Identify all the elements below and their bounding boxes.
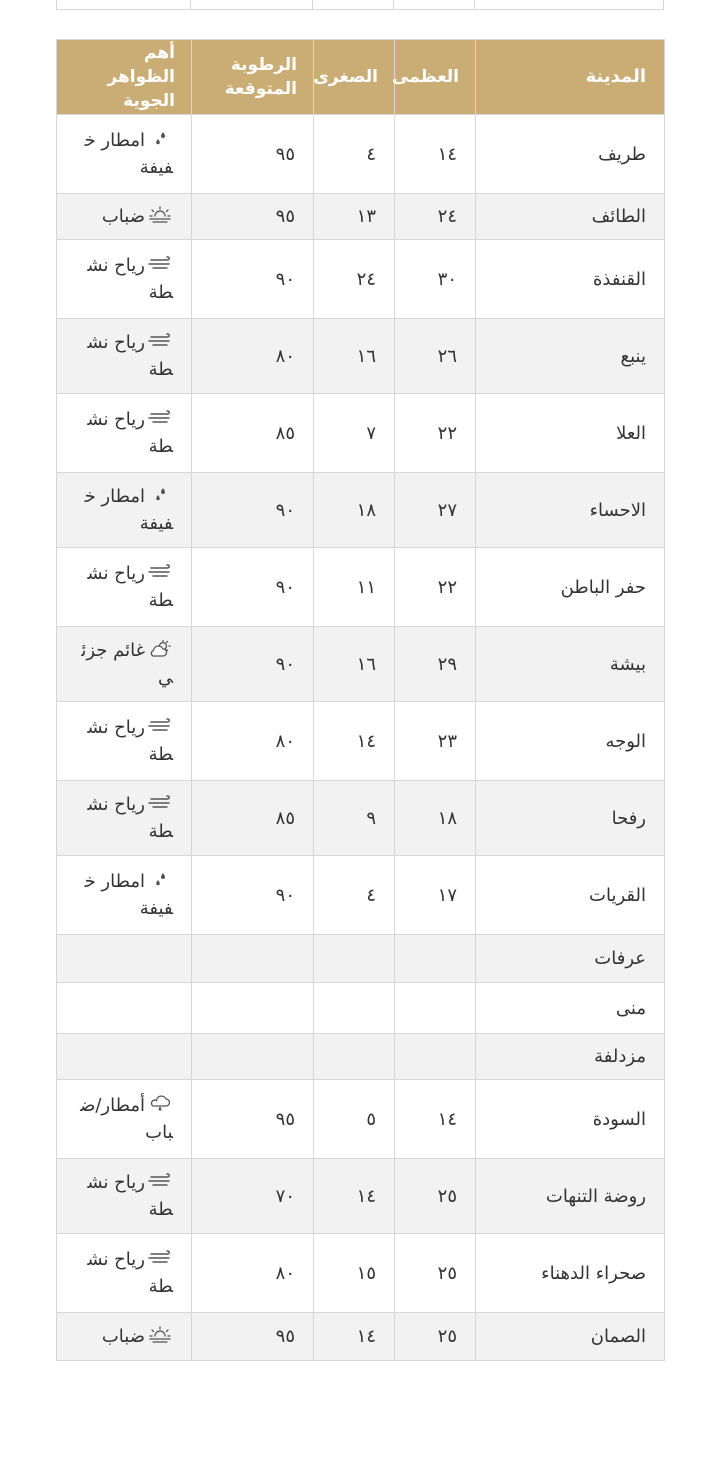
table-row (57, 935, 665, 983)
phenomena-label: رياح نشطة (87, 794, 173, 842)
table-row (57, 1313, 665, 1361)
phenomena-label: غائم جزئي (81, 640, 173, 688)
cell-phenomena (57, 194, 192, 240)
phenomena-content (77, 868, 173, 922)
header-row (57, 40, 665, 115)
cell-humidity: ٩٠ (192, 548, 314, 627)
rain-drops-icon (147, 130, 173, 148)
partly-cloudy-icon (147, 640, 173, 658)
cell-max: ٢٦ (395, 319, 476, 394)
cell-max: ٢٢ (395, 548, 476, 627)
cell-max: ٣٠ (395, 240, 476, 319)
cell-max (395, 1034, 476, 1080)
phenomena-content (77, 1092, 173, 1146)
previous-table-bottom (56, 0, 664, 10)
cell-phenomena (57, 627, 192, 702)
header-max: العظمى (395, 40, 476, 115)
table-row (57, 627, 665, 702)
cell-min: ١٤ (314, 1159, 395, 1234)
weather-table (56, 39, 665, 1361)
table-row (57, 983, 665, 1034)
cell-humidity: ٩٥ (192, 1313, 314, 1361)
cell-min (314, 935, 395, 983)
phenomena-content (77, 791, 173, 845)
cell-phenomena (57, 473, 192, 548)
phenomena-content (77, 127, 173, 181)
cell-city: مزدلفة (476, 1034, 665, 1080)
cell-city: صحراء الدهناء (476, 1234, 665, 1313)
cell-phenomena (57, 935, 192, 983)
phenomena-label: ضباب (101, 206, 145, 227)
cell-city: السودة (476, 1080, 665, 1159)
phenomena-label: رياح نشطة (87, 409, 173, 457)
table-row (57, 240, 665, 319)
wind-icon (147, 409, 173, 427)
cell-city: ينبع (476, 319, 665, 394)
phenomena-content (77, 1246, 173, 1300)
cell-min (314, 983, 395, 1034)
fog-icon (147, 206, 173, 224)
cell-humidity (192, 1034, 314, 1080)
cell-max: ١٧ (395, 856, 476, 935)
cell-city: طريف (476, 115, 665, 194)
cell-max: ١٤ (395, 1080, 476, 1159)
phenomena-label: امطار خفيفة (84, 130, 173, 178)
table-header (57, 40, 665, 115)
cell-phenomena (57, 856, 192, 935)
table-row (57, 781, 665, 856)
table-row (57, 1034, 665, 1080)
cell-min: ١٥ (314, 1234, 395, 1313)
phenomena-content (77, 1169, 173, 1223)
cell-humidity: ٩٥ (192, 1080, 314, 1159)
cell-city: العلا (476, 394, 665, 473)
cell-phenomena (57, 1313, 192, 1361)
cell-city: عرفات (476, 935, 665, 983)
phenomena-content (102, 203, 173, 230)
wind-icon (147, 255, 173, 273)
table-row (57, 1080, 665, 1159)
cell-city: القريات (476, 856, 665, 935)
phenomena-label: رياح نشطة (87, 717, 173, 765)
cell-max (395, 983, 476, 1034)
cell-min: ١٤ (314, 702, 395, 781)
phenomena-content (77, 714, 173, 768)
cell-min: ٢٤ (314, 240, 395, 319)
cell-phenomena (57, 781, 192, 856)
header-city: المدينة (476, 40, 665, 115)
cell-max: ٢٢ (395, 394, 476, 473)
cell-phenomena (57, 1234, 192, 1313)
header-min: الصغرى (314, 40, 395, 115)
wind-icon (147, 332, 173, 350)
cell-min: ١٦ (314, 627, 395, 702)
phenomena-label: رياح نشطة (87, 1249, 173, 1297)
column-divider (190, 0, 191, 9)
table-row (57, 115, 665, 194)
table-row (57, 548, 665, 627)
cell-city: بيشة (476, 627, 665, 702)
phenomena-content (77, 560, 173, 614)
cell-max: ٢٤ (395, 194, 476, 240)
phenomena-label: امطار خفيفة (84, 871, 173, 919)
wind-icon (147, 1172, 173, 1190)
cell-max: ٢٥ (395, 1234, 476, 1313)
wind-icon (147, 794, 173, 812)
table-row (57, 1234, 665, 1313)
phenomena-label: رياح نشطة (87, 1172, 173, 1220)
table-body (57, 115, 665, 1361)
cell-min: ١٤ (314, 1313, 395, 1361)
cell-min: ٩ (314, 781, 395, 856)
cell-phenomena (57, 702, 192, 781)
table-row (57, 702, 665, 781)
cell-city: الاحساء (476, 473, 665, 548)
cell-humidity: ٩٥ (192, 115, 314, 194)
cell-max (395, 935, 476, 983)
phenomena-label: رياح نشطة (87, 563, 173, 611)
cell-min: ٤ (314, 115, 395, 194)
cell-max: ١٨ (395, 781, 476, 856)
cell-phenomena (57, 394, 192, 473)
table-row (57, 319, 665, 394)
phenomena-label: امطار خفيفة (84, 486, 173, 534)
cell-city: روضة التنهات (476, 1159, 665, 1234)
cell-phenomena (57, 1159, 192, 1234)
cell-min: ١١ (314, 548, 395, 627)
phenomena-content (77, 483, 173, 537)
cell-city: القنفذة (476, 240, 665, 319)
cell-humidity (192, 983, 314, 1034)
rain-drops-icon (147, 871, 173, 889)
cell-humidity: ٩٠ (192, 473, 314, 548)
cell-humidity: ٨٥ (192, 781, 314, 856)
cell-phenomena (57, 1080, 192, 1159)
cell-max: ٢٩ (395, 627, 476, 702)
cell-phenomena (57, 548, 192, 627)
cell-humidity: ٩٥ (192, 194, 314, 240)
cell-phenomena (57, 240, 192, 319)
table-row (57, 1159, 665, 1234)
table-row (57, 194, 665, 240)
header-phenomena: أهم الظواهر الجوية (57, 40, 192, 115)
cell-min: ١٦ (314, 319, 395, 394)
cell-min: ٧ (314, 394, 395, 473)
fog-icon (147, 1326, 173, 1344)
cell-min (314, 1034, 395, 1080)
phenomena-label: رياح نشطة (87, 255, 173, 303)
cell-humidity: ٨٥ (192, 394, 314, 473)
cell-city: رفحا (476, 781, 665, 856)
cell-max: ٢٥ (395, 1159, 476, 1234)
cell-humidity: ٩٠ (192, 240, 314, 319)
cell-min: ١٨ (314, 473, 395, 548)
cell-city: الوجه (476, 702, 665, 781)
phenomena-content (77, 252, 173, 306)
wind-icon (147, 563, 173, 581)
cell-city: الصمان (476, 1313, 665, 1361)
cell-max: ٢٥ (395, 1313, 476, 1361)
phenomena-content (77, 637, 173, 691)
phenomena-content (77, 406, 173, 460)
table-row (57, 394, 665, 473)
cell-humidity: ٨٠ (192, 319, 314, 394)
cell-phenomena (57, 983, 192, 1034)
cell-phenomena (57, 115, 192, 194)
cell-max: ٢٣ (395, 702, 476, 781)
cell-city: منى (476, 983, 665, 1034)
cell-humidity: ٧٠ (192, 1159, 314, 1234)
rain-drops-icon (147, 486, 173, 504)
cell-min: ١٣ (314, 194, 395, 240)
table-row (57, 473, 665, 548)
phenomena-content (102, 1323, 173, 1350)
column-divider (393, 0, 394, 9)
cell-min: ٤ (314, 856, 395, 935)
phenomena-label: ضباب (101, 1326, 145, 1347)
wind-icon (147, 717, 173, 735)
cell-city: الطائف (476, 194, 665, 240)
cell-humidity: ٩٠ (192, 627, 314, 702)
phenomena-label: رياح نشطة (87, 332, 173, 380)
cell-max: ٢٧ (395, 473, 476, 548)
cell-humidity: ٩٠ (192, 856, 314, 935)
phenomena-label: أمطار/ضباب (80, 1095, 173, 1143)
cell-humidity: ٨٠ (192, 702, 314, 781)
rain-cloud-icon (147, 1095, 173, 1113)
cell-humidity (192, 935, 314, 983)
cell-humidity: ٨٠ (192, 1234, 314, 1313)
phenomena-content (77, 329, 173, 383)
header-humidity: الرطوبة المتوقعة (192, 40, 314, 115)
cell-phenomena (57, 319, 192, 394)
cell-max: ١٤ (395, 115, 476, 194)
cell-city: حفر الباطن (476, 548, 665, 627)
cell-min: ٥ (314, 1080, 395, 1159)
table-row (57, 856, 665, 935)
wind-icon (147, 1249, 173, 1267)
column-divider (312, 0, 313, 9)
column-divider (474, 0, 475, 9)
cell-phenomena (57, 1034, 192, 1080)
